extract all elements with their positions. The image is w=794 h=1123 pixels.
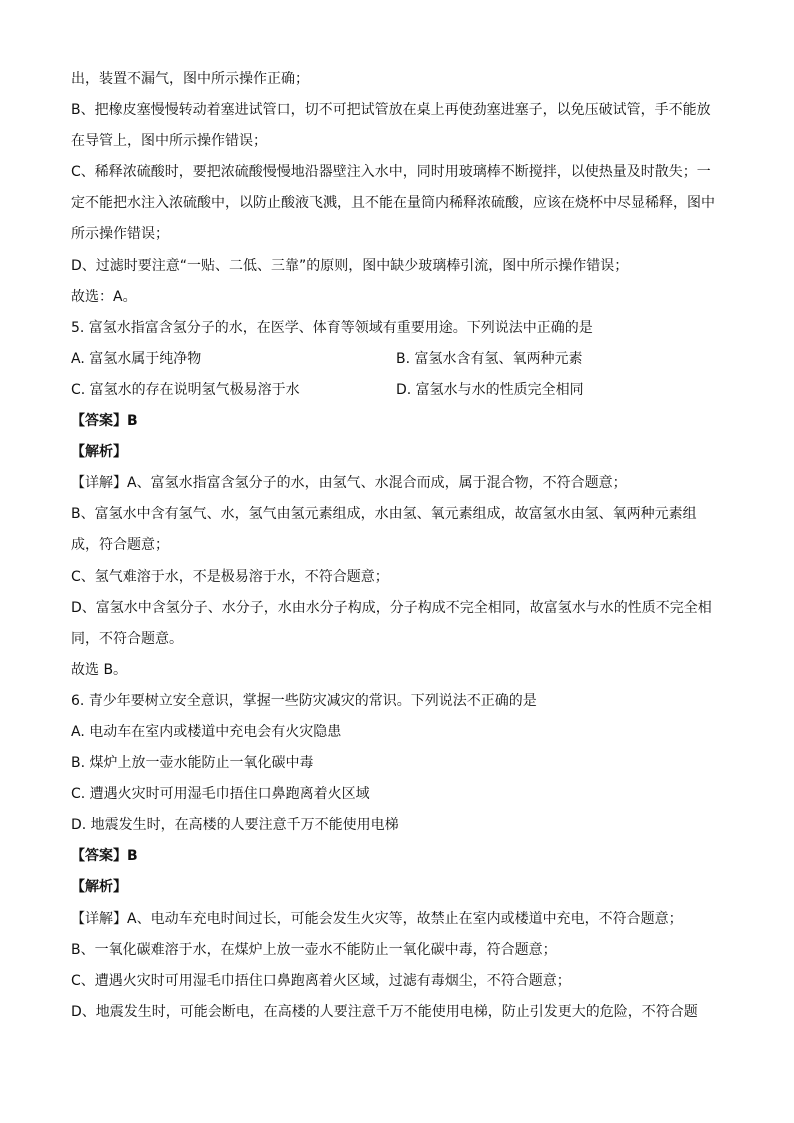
answer-label: 【答案】B — [71, 413, 138, 430]
option-c: C. 富氢水的存在说明氢气极易溶于水 — [71, 381, 300, 398]
question-5-options-row — [71, 375, 721, 406]
option-a: A. 富氢水属于纯净物 — [71, 350, 202, 367]
option-a: A. 电动车在室内或楼道中充电会有火灾隐患 — [71, 723, 342, 740]
option-b: B. 富氢水含有氢、氧两种元素 — [396, 350, 583, 367]
detail-line: C、氢气难溶于水，不是极易溶于水，不符合题意； — [71, 568, 389, 585]
detail-line: 【详解】A、电动车充电时间过长，可能会发生火灾等，故禁止在室内或楼道中充电，不符合题意； — [71, 910, 683, 927]
detail-line: 【详解】A、富氢水指富含氢分子的水，由氢气、水混合而成，属于混合物，不符合题意； — [71, 475, 627, 492]
text-line: 故选：A。 — [71, 288, 137, 305]
text-line: 定不能把水注入浓硫酸中，以防止酸液飞溅，且不能在量筒内稀释浓硫酸，应该在烧杯中尽显稀释，图中 — [71, 195, 715, 212]
question-5-stem: 5. 富氢水指富含氢分子的水，在医学、体育等领域有重要用途。下列说法中正确的是 — [71, 319, 593, 336]
option-d: D. 富氢水与水的性质完全相同 — [396, 381, 584, 398]
detail-line: 同，不符合题意。 — [71, 630, 183, 647]
text-line: C、稀释浓硫酸时，要把浓硫酸慢慢地沿器壁注入水中，同时用玻璃棒不断搅拌，以使热量及时散失；一 — [71, 164, 711, 181]
detail-line: 故选 B。 — [71, 661, 128, 678]
page-content — [71, 64, 721, 1028]
question-5-options-row — [71, 344, 721, 375]
question-6-stem: 6. 青少年要树立安全意识，掌握一些防灾减灾的常识。下列说法不正确的是 — [71, 692, 537, 709]
detail-line: D、地震发生时，可能会断电，在高楼的人要注意千万不能使用电梯，防止引发更大的危险，不符合题 — [71, 1003, 698, 1020]
answer-label: 【答案】B — [71, 848, 138, 865]
option-d: D. 地震发生时，在高楼的人要注意千万不能使用电梯 — [71, 817, 399, 834]
detail-line: B、富氢水中含有氢气、水，氢气由氢元素组成，水由氢、氧元素组成，故富氢水由氢、氧两种元素组 — [71, 506, 697, 523]
text-line: 在导管上，图中所示操作错误； — [71, 133, 267, 150]
analysis-label: 【解析】 — [71, 879, 127, 896]
text-line: 出，装置不漏气，图中所示操作正确； — [71, 71, 309, 87]
detail-line: 成，符合题意； — [71, 537, 169, 554]
detail-line: D、富氢水中含氢分子、水分子，水由水分子构成，分子构成不完全相同，故富氢水与水的性质不完全相 — [71, 599, 712, 616]
analysis-label: 【解析】 — [71, 444, 127, 461]
text-line: 所示操作错误； — [71, 226, 169, 243]
detail-line: C、遭遇火灾时可用湿毛巾捂住口鼻跑离着火区域，过滤有毒烟尘，不符合题意； — [71, 972, 571, 989]
text-line: B、把橡皮塞慢慢转动着塞进试管口，切不可把试管放在桌上再使劲塞进塞子，以免压破试管，手不能放 — [71, 102, 711, 119]
detail-line: B、一氧化碳难溶于水，在煤炉上放一壶水不能防止一氧化碳中毒，符合题意； — [71, 941, 557, 958]
text-line: D、过滤时要注意“一贴、二低、三靠”的原则，图中缺少玻璃棒引流，图中所示操作错误； — [71, 257, 629, 274]
option-b: B. 煤炉上放一壶水能防止一氧化碳中毒 — [71, 755, 314, 772]
option-c: C. 遭遇火灾时可用湿毛巾捂住口鼻跑离着火区域 — [71, 786, 370, 803]
